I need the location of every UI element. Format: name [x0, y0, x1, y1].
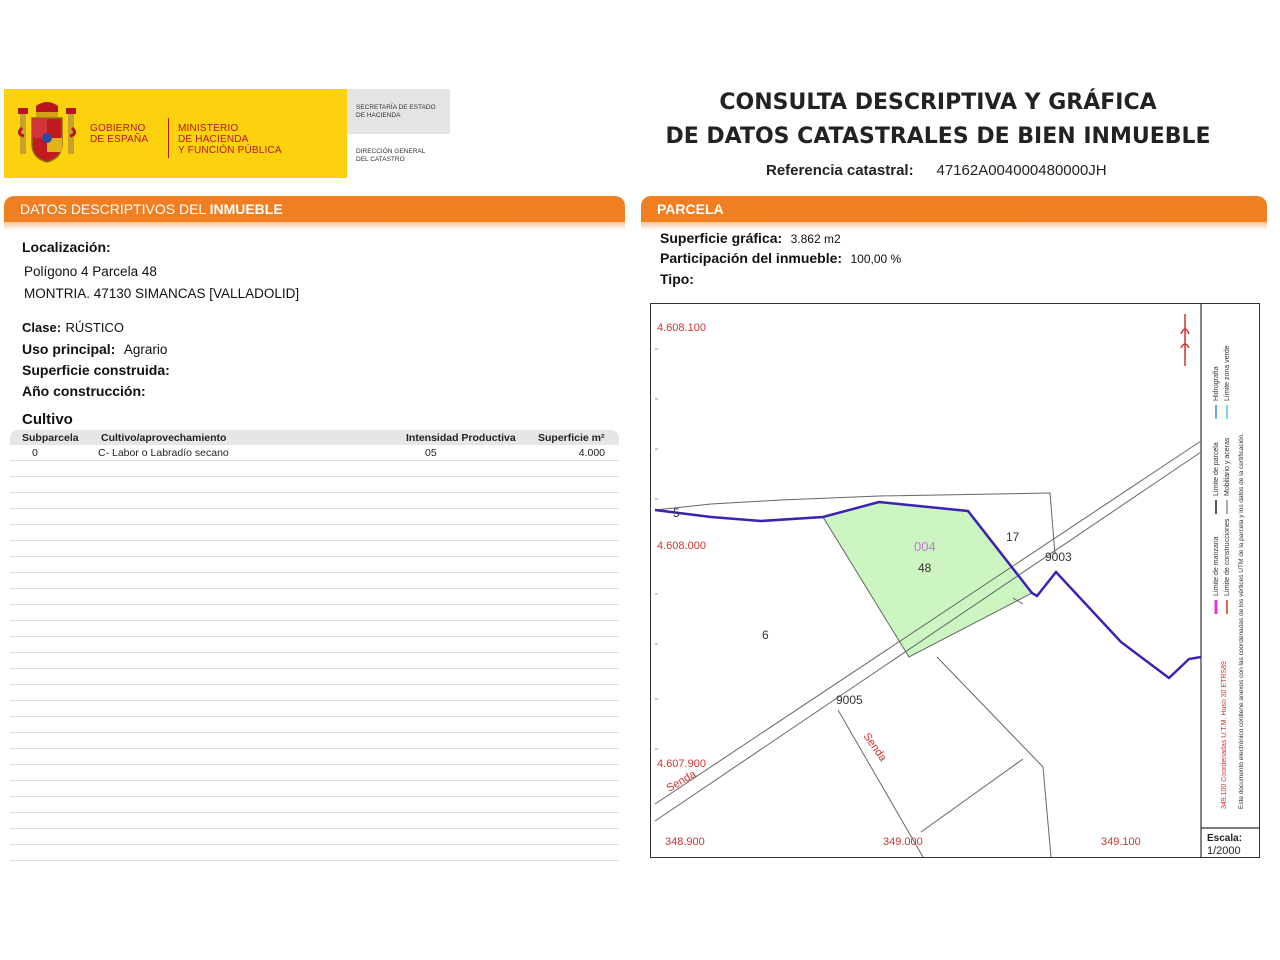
parcel-48-area[interactable]: [823, 502, 1032, 657]
map-legend: [1213, 345, 1231, 614]
scale-value: 1/2000: [1207, 845, 1241, 857]
table-row-empty: [10, 461, 619, 477]
scale-label: Escala:: [1207, 833, 1243, 844]
cell-subparcela: 0: [32, 447, 38, 459]
table-row-empty: [10, 525, 619, 541]
descriptivos-header: DATOS DESCRIPTIVOS DEL INMUEBLE: [4, 196, 625, 222]
table-row-empty: [10, 797, 619, 813]
descriptivos-section: [4, 196, 625, 230]
cell-intensidad: 05: [425, 447, 437, 459]
uso-label: Uso principal:: [22, 341, 116, 357]
clase-row: [22, 319, 124, 337]
map-label-9003: 9003: [1045, 550, 1072, 564]
table-row-empty: [10, 621, 619, 637]
table-row-empty: [10, 733, 619, 749]
legend-item-manzana: Límite de manzana: [1213, 536, 1220, 596]
road-label-senda: Senda: [860, 730, 889, 764]
page-title-line1: CONSULTA DESCRIPTIVA Y GRÁFICA: [719, 90, 1157, 115]
cell-cultivo: C- Labor o Labradío secano: [98, 447, 229, 459]
direccion-text: DIRECCIÓN GENERAL DEL CATASTRO: [356, 148, 426, 163]
col-superficie: Superficie m²: [538, 432, 605, 444]
table-row-empty: [10, 749, 619, 765]
superficie-grafica-row: [660, 230, 841, 248]
coord-y-2: 4.608.000: [657, 540, 706, 552]
legend-item-zona-verde: Límite zona verde: [1224, 345, 1231, 401]
legend-item-hidrografia: Hidrografía: [1213, 366, 1220, 401]
participacion-value: 100,00 %: [850, 252, 902, 266]
clase-label: Clase:: [22, 320, 62, 335]
coord-x-2: 349.000: [883, 836, 923, 848]
table-row-empty: [10, 493, 619, 509]
coat-of-arms-icon: [16, 100, 78, 166]
table-row-empty: [10, 781, 619, 797]
ministerio-text: MINISTERIO DE HACIENDA Y FUNCIÓN PÚBLICA: [178, 123, 282, 156]
table-row-empty: [10, 685, 619, 701]
anio-construccion-label: Año construcción:: [22, 383, 146, 399]
coord-x-3: 349.100: [1101, 836, 1141, 848]
table-row-empty: [10, 573, 619, 589]
table-row-empty: [10, 589, 619, 605]
legend-item-parcela: Límite de parcela: [1213, 442, 1220, 496]
participacion-row: [660, 250, 901, 268]
ref-catastral: [766, 162, 1107, 180]
col-intensidad: Intensidad Productiva: [406, 432, 516, 444]
ref-catastral-label: Referencia catastral:: [766, 162, 914, 179]
table-row-empty: [10, 653, 619, 669]
superficie-grafica-label: Superficie gráfica:: [660, 230, 783, 246]
gobierno-text: GOBIERNO DE ESPAÑA: [90, 123, 149, 145]
localizacion-line2: MONTRIA. 47130 SIMANCAS [VALLADOLID]: [24, 286, 300, 301]
superficie-construida-label: Superficie construida:: [22, 362, 170, 378]
parcela-section: [641, 196, 1267, 230]
table-row-empty: [10, 845, 619, 861]
localizacion-line1: Polígono 4 Parcela 48: [24, 264, 157, 279]
parcela-header: PARCELA: [641, 196, 1267, 222]
secretaria-text: SECRETARÍA DE ESTADO DE HACIENDA: [356, 104, 436, 119]
cultivo-title: Cultivo: [22, 411, 73, 428]
legend-item-mobiliario: Mobiliario y aceras: [1224, 437, 1231, 496]
parcela-header-fade: [641, 222, 1267, 230]
page-title-line2: DE DATOS CATASTRALES DE BIEN INMUEBLE: [665, 124, 1211, 149]
road-label-senda-2: Senda: [664, 768, 699, 795]
parcel-boundaries: [655, 441, 1201, 857]
superficie-grafica-value: 3.862 m2: [790, 232, 841, 246]
coord-y-1: 4.608.100: [657, 322, 706, 334]
coord-y-3: 4.607.900: [657, 758, 706, 770]
table-row-empty: [10, 717, 619, 733]
coord-x-1: 348.900: [665, 836, 705, 848]
table-row-empty: [10, 477, 619, 493]
uso-row: [22, 341, 167, 359]
table-row: [10, 445, 619, 461]
participacion-label: Participación del inmueble:: [660, 250, 843, 266]
map-label-6: 6: [762, 628, 769, 642]
legend-note-2: Este documento electrónico contiene anexos con las coordenadas de los vértices UTM de la parcela y los datos de la certificación.: [1238, 432, 1245, 809]
table-row-empty: [10, 701, 619, 717]
table-row-empty: [10, 813, 619, 829]
logo-divider: [168, 118, 169, 158]
localizacion-label: Localización:: [22, 239, 111, 255]
table-row-empty: [10, 637, 619, 653]
parcel-number-label: 48: [918, 561, 932, 575]
table-row-empty: [10, 605, 619, 621]
legend-item-construcciones: Límite de construcciones: [1224, 518, 1231, 596]
map-label-9005: 9005: [836, 693, 863, 707]
table-header: [10, 430, 619, 445]
cell-superficie: 4.000: [578, 447, 605, 459]
col-cultivo: Cultivo/aprovechamiento: [101, 432, 227, 444]
table-row-empty: [10, 765, 619, 781]
cultivo-table: [10, 430, 619, 861]
empty-rows: [10, 461, 619, 861]
table-row-empty: [10, 541, 619, 557]
table-row-empty: [10, 557, 619, 573]
map-label-5: 5: [673, 506, 680, 520]
header-fade: [4, 222, 625, 230]
table-row-empty: [10, 829, 619, 845]
ref-catastral-value: 47162A004000480000JH: [936, 162, 1107, 179]
map-label-17: 17: [1006, 530, 1020, 544]
table-row-empty: [10, 669, 619, 685]
col-subparcela: Subparcela: [22, 432, 79, 444]
north-arrow-icon: [1181, 314, 1189, 366]
parcel-code-label: 004: [914, 539, 936, 554]
cadastral-map[interactable]: [651, 304, 1259, 857]
table-row-empty: [10, 509, 619, 525]
tipo-label: Tipo:: [660, 271, 694, 287]
uso-value: Agrario: [123, 342, 168, 357]
clase-value: RÚSTICO: [65, 320, 124, 335]
legend-note: 349.100 Coordenadas U.T.M. Huso 30 ETRS89: [1221, 661, 1228, 809]
